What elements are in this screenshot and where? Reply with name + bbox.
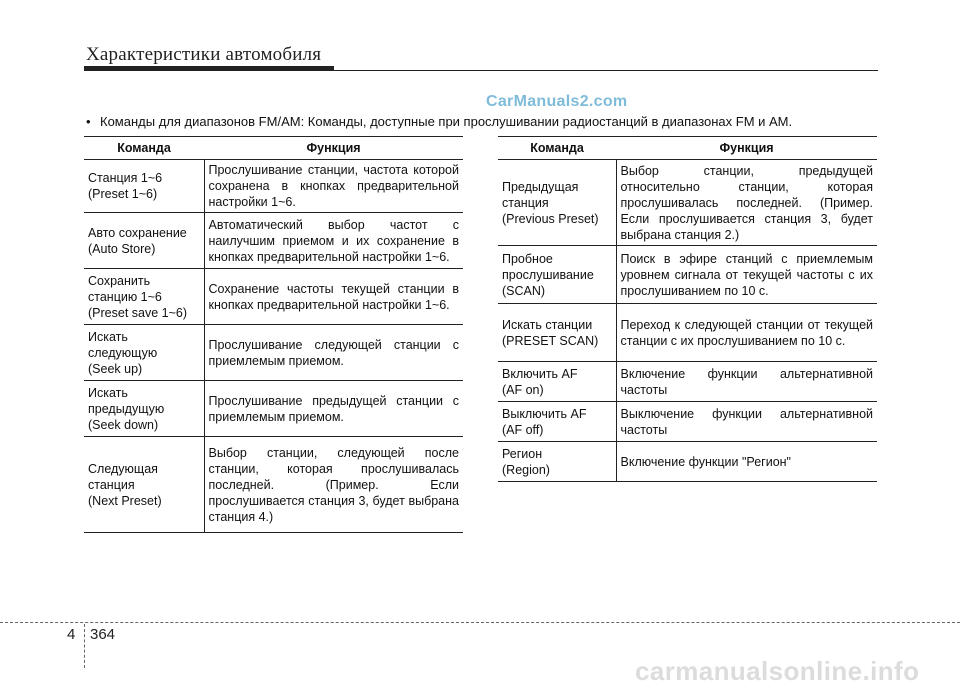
command-cell: Предыдущая станция (Previous Preset): [498, 160, 616, 246]
footer-dashed-rule: [0, 622, 960, 623]
table-row: [84, 325, 463, 381]
function-cell: Выбор станции, предыдущей относительно станции, которая прослушивалась последней. (Пример. Если прослушивается станция 3, будет выбрана станция 2.): [616, 160, 877, 246]
table-row: [84, 437, 463, 533]
command-cell: Выключить AF (AF off): [498, 402, 616, 442]
function-cell: Выбор станции, следующей после станции, которая прослушивалась последней. (Пример. Если прослушивается станция 3, будет выбрана станция 4.): [204, 437, 463, 533]
command-cell: Включить AF (AF on): [498, 362, 616, 402]
table-header-row: [84, 137, 463, 160]
header-function: Функция: [204, 137, 463, 160]
command-cell: Станция 1~6 (Preset 1~6): [84, 160, 204, 213]
function-cell: Поиск в эфире станций с приемлемым уровнем сигнала от текущей частоты с их прослушиванием по 10 с.: [616, 246, 877, 304]
header-command: Команда: [84, 137, 204, 160]
table-row: [84, 213, 463, 269]
function-cell: Прослушивание станции, частота которой сохранена в кнопках предварительной настройки 1~6.: [204, 160, 463, 213]
command-cell: Сохранить станцию 1~6 (Preset save 1~6): [84, 269, 204, 325]
table-row: [498, 362, 877, 402]
chapter-number: 4: [67, 626, 76, 643]
page-header-title: Характеристики автомобиля: [86, 44, 322, 65]
intro-paragraph: [86, 114, 876, 130]
table-row: [84, 160, 463, 213]
header-function: Функция: [616, 137, 877, 160]
header-command: Команда: [498, 137, 616, 160]
table-row: [84, 269, 463, 325]
watermark-top: CarManuals2.com: [486, 93, 628, 110]
command-table-right: [498, 136, 877, 482]
table-row: [498, 246, 877, 304]
footer-vertical-divider: [84, 624, 85, 668]
function-cell: Прослушивание предыдущей станции с приемлемым приемом.: [204, 381, 463, 437]
command-cell: Пробное прослушивание (SCAN): [498, 246, 616, 304]
function-cell: Прослушивание следующей станции с приемлемым приемом.: [204, 325, 463, 381]
intro-text: Команды для диапазонов FM/AM: Команды, доступные при прослушивании радиостанций в диапазонах FM и AM.: [100, 114, 793, 129]
command-cell: Регион (Region): [498, 442, 616, 482]
function-cell: Сохранение частоты текущей станции в кнопках предварительной настройки 1~6.: [204, 269, 463, 325]
function-cell: Выключение функции альтернативной частоты: [616, 402, 877, 442]
table-row: [498, 442, 877, 482]
table-row: [498, 402, 877, 442]
header-rule-thin: [84, 70, 878, 71]
command-cell: Искать станции (PRESET SCAN): [498, 304, 616, 362]
command-cell: Искать следующую (Seek up): [84, 325, 204, 381]
table-row: [84, 381, 463, 437]
table-row: [498, 160, 877, 246]
command-cell: Следующая станция (Next Preset): [84, 437, 204, 533]
watermark-bottom: carmanualsonline.info: [635, 656, 920, 686]
table-header-row: [498, 137, 877, 160]
command-table-left: [84, 136, 463, 533]
function-cell: Включение функции "Регион": [616, 442, 877, 482]
function-cell: Переход к следующей станции от текущей станции с их прослушиванием по 10 с.: [616, 304, 877, 362]
command-cell: Авто сохранение (Auto Store): [84, 213, 204, 269]
page-number: 364: [90, 626, 116, 643]
command-cell: Искать предыдущую (Seek down): [84, 381, 204, 437]
table-row: [498, 304, 877, 362]
function-cell: Включение функции альтернативной частоты: [616, 362, 877, 402]
function-cell: Автоматический выбор частот с наилучшим приемом и их сохранение в кнопках предварительной настройки 1~6.: [204, 213, 463, 269]
bullet-icon: •: [86, 114, 91, 129]
